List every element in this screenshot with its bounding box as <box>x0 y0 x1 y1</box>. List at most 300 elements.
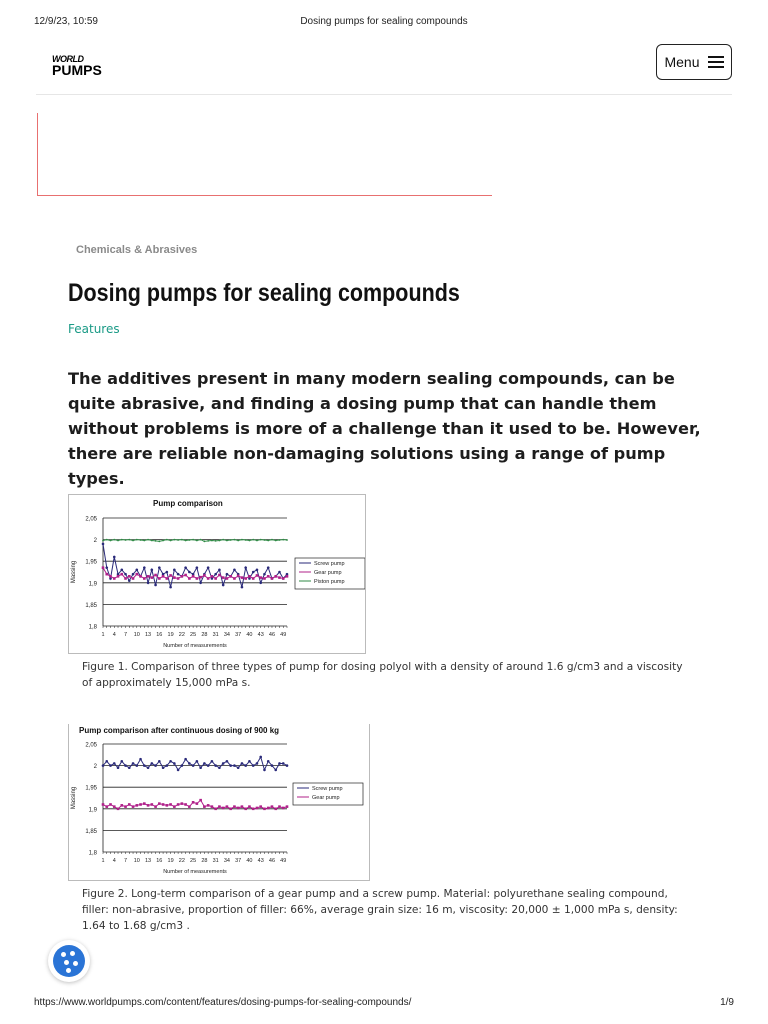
data-point <box>252 571 255 574</box>
print-doc-title: Dosing pumps for sealing compounds <box>300 16 468 27</box>
data-point <box>256 569 259 572</box>
data-point <box>151 569 154 572</box>
data-point <box>135 764 138 767</box>
data-point <box>117 766 120 769</box>
data-point <box>105 573 108 576</box>
data-point <box>196 566 199 569</box>
data-point <box>128 803 131 806</box>
data-point <box>241 539 243 541</box>
x-tick-label: 16 <box>156 632 163 638</box>
data-point <box>166 577 169 580</box>
data-point <box>192 764 195 767</box>
data-point <box>105 566 108 569</box>
data-point <box>226 573 229 576</box>
data-point <box>147 539 149 541</box>
y-tick-label: 1,8 <box>88 624 97 631</box>
data-point <box>222 762 225 765</box>
data-point <box>229 808 232 811</box>
series-line <box>103 568 287 579</box>
data-point <box>124 764 127 767</box>
data-point <box>147 766 150 769</box>
data-point <box>124 805 127 808</box>
article-title: Dosing pumps for sealing compounds <box>68 279 460 307</box>
data-point <box>222 807 225 810</box>
data-point <box>218 805 221 808</box>
data-point <box>282 762 285 765</box>
data-point <box>188 762 191 765</box>
x-tick-label: 37 <box>235 858 242 864</box>
data-point <box>282 577 285 580</box>
data-point <box>207 566 210 569</box>
data-point <box>181 539 183 541</box>
x-tick-label: 13 <box>144 632 152 638</box>
data-point <box>249 540 251 542</box>
data-point <box>203 805 206 808</box>
data-point <box>279 539 281 541</box>
data-point <box>184 803 187 806</box>
data-point <box>274 808 277 811</box>
x-tick-label: 43 <box>257 632 264 638</box>
data-point <box>132 573 135 576</box>
data-point <box>215 540 217 542</box>
y-tick-label: 1,9 <box>88 581 97 588</box>
x-tick-label: 31 <box>212 632 219 638</box>
data-point <box>140 539 142 541</box>
data-point <box>162 575 165 578</box>
chart-2-svg <box>69 724 369 880</box>
data-point <box>256 807 259 810</box>
x-tick-label: 25 <box>190 858 197 864</box>
x-tick-label: 40 <box>246 632 253 638</box>
data-point <box>214 573 217 576</box>
data-point <box>286 805 289 808</box>
data-point <box>128 766 131 769</box>
data-point <box>173 805 176 808</box>
x-tick-label: 22 <box>178 632 185 638</box>
data-point <box>143 577 146 580</box>
data-point <box>136 539 138 541</box>
x-tick-label: 49 <box>280 632 287 638</box>
data-point <box>230 539 232 541</box>
data-point <box>170 540 172 542</box>
data-point <box>135 569 138 572</box>
data-point <box>143 540 145 542</box>
figure-1-chart <box>68 494 366 654</box>
data-point <box>113 577 116 580</box>
data-point <box>102 543 105 546</box>
data-point <box>256 540 258 542</box>
data-point <box>128 539 130 541</box>
data-point <box>154 574 157 577</box>
data-point <box>207 540 209 542</box>
data-point <box>113 805 116 808</box>
y-axis-label: Massing <box>71 560 77 584</box>
legend-label: Screw pump <box>312 786 343 792</box>
x-tick-label: 34 <box>223 632 230 638</box>
data-point <box>120 573 123 576</box>
article-tag[interactable]: Features <box>68 322 120 336</box>
data-point <box>177 803 180 806</box>
data-point <box>188 805 191 808</box>
data-point <box>151 576 154 579</box>
data-point <box>181 764 184 767</box>
data-point <box>233 805 236 808</box>
data-point <box>274 575 277 578</box>
data-point <box>169 574 172 577</box>
data-point <box>147 575 150 578</box>
data-point <box>241 805 244 808</box>
site-header <box>36 40 732 95</box>
print-footer <box>34 997 734 1011</box>
data-point <box>278 576 281 579</box>
data-point <box>211 540 213 542</box>
data-point <box>128 575 131 578</box>
data-point <box>105 760 108 763</box>
data-point <box>199 799 202 802</box>
data-point <box>252 764 255 767</box>
data-point <box>185 540 187 542</box>
data-point <box>237 766 240 769</box>
data-point <box>109 803 112 806</box>
data-point <box>237 807 240 810</box>
data-point <box>233 577 236 580</box>
data-point <box>218 574 221 577</box>
data-point <box>286 575 289 578</box>
data-point <box>259 582 262 585</box>
data-point <box>158 540 160 542</box>
data-point <box>173 576 176 579</box>
data-point <box>271 764 274 767</box>
chart-title: Pump comparison after continuous dosing of 900 kg <box>79 726 280 735</box>
data-point <box>110 540 112 542</box>
data-point <box>199 766 202 769</box>
data-point <box>252 577 255 580</box>
data-point <box>218 569 221 572</box>
data-point <box>214 808 217 811</box>
y-tick-label: 2 <box>93 764 97 771</box>
ad-placeholder <box>37 113 492 196</box>
data-point <box>219 540 221 542</box>
data-point <box>162 766 165 769</box>
data-point <box>271 539 273 541</box>
article-lead: The additives present in many modern sealing compounds, can be quite abrasive, and finding a dosing pump that can handle them without problems is more of a challenge than it used to be. However, there are reliable non-damaging solutions using a range of pump types. <box>68 369 701 488</box>
data-point <box>143 566 146 569</box>
data-point <box>192 539 194 541</box>
data-point <box>147 582 150 585</box>
data-point <box>102 764 105 767</box>
data-point <box>237 575 240 578</box>
print-page-number: 1/9 <box>720 997 734 1008</box>
data-point <box>132 805 135 808</box>
x-tick-label: 10 <box>133 632 140 638</box>
data-point <box>169 803 172 806</box>
data-point <box>264 539 266 541</box>
x-tick-label: 28 <box>201 858 208 864</box>
print-header <box>34 16 734 30</box>
data-point <box>252 539 254 541</box>
data-point <box>158 577 161 580</box>
data-point <box>169 760 172 763</box>
chart-1-svg <box>69 495 365 653</box>
print-date: 12/9/23, 10:59 <box>34 16 98 27</box>
data-point <box>132 540 134 542</box>
data-point <box>181 575 184 578</box>
data-point <box>162 803 165 806</box>
data-point <box>143 764 146 767</box>
data-point <box>196 802 199 805</box>
data-point <box>203 574 206 577</box>
data-point <box>120 804 123 807</box>
data-point <box>166 539 168 541</box>
x-tick-label: 28 <box>201 632 208 638</box>
data-point <box>196 540 198 542</box>
data-point <box>120 569 123 572</box>
legend-label: Gear pump <box>314 570 342 576</box>
data-point <box>211 760 214 763</box>
data-point <box>222 576 225 579</box>
y-tick-label: 2 <box>93 538 97 545</box>
data-point <box>188 571 191 574</box>
data-point <box>203 540 205 542</box>
data-point <box>158 802 161 805</box>
data-point <box>229 764 232 767</box>
data-point <box>151 803 154 806</box>
x-tick-label: 46 <box>268 632 276 638</box>
data-point <box>248 805 251 808</box>
x-axis-label: Number of measurements <box>163 869 227 875</box>
data-point <box>117 808 120 811</box>
cookie-icon <box>53 945 85 977</box>
data-point <box>229 575 232 578</box>
data-point <box>135 573 138 576</box>
data-point <box>113 762 116 765</box>
data-point <box>275 540 277 542</box>
data-point <box>263 573 266 576</box>
x-tick-label: 46 <box>268 858 276 864</box>
series-line <box>103 544 287 587</box>
series-line <box>103 800 287 809</box>
data-point <box>162 540 164 542</box>
data-point <box>282 807 285 810</box>
data-point <box>139 803 142 806</box>
x-tick-label: 4 <box>112 858 116 864</box>
data-point <box>226 760 229 763</box>
data-point <box>260 539 262 541</box>
data-point <box>125 539 127 541</box>
data-point <box>188 577 191 580</box>
x-tick-label: 31 <box>212 858 219 864</box>
y-tick-label: 1,95 <box>85 559 97 566</box>
data-point <box>200 539 202 541</box>
data-point <box>177 577 180 580</box>
data-point <box>267 575 270 578</box>
data-point <box>263 577 266 580</box>
data-point <box>278 805 281 808</box>
figure-2-caption: Figure 2. Long-term comparison of a gear pump and a screw pump. Material: polyurethane sealing compound, filler: non-abrasive, proportion of filler: 66%, average grain size: 16 m, viscosity: 20,000 ± 1,000 mPa s, density: 1.64 to 1.68 g/cm3 . <box>82 888 678 932</box>
data-point <box>226 540 228 542</box>
data-point <box>252 808 255 811</box>
x-tick-label: 34 <box>223 858 230 864</box>
data-point <box>214 764 217 767</box>
data-point <box>244 764 247 767</box>
data-point <box>237 540 239 542</box>
data-point <box>188 539 190 541</box>
data-point <box>244 566 247 569</box>
data-point <box>102 566 105 569</box>
figure-1-caption: Figure 1. Comparison of three types of pump for dosing polyol with a density of around 1.6 g/cm3 and a viscosity of approximately 15,000 mPa s. <box>82 661 683 689</box>
series-line <box>103 540 287 542</box>
data-point <box>248 575 251 578</box>
data-point <box>192 575 195 578</box>
data-point <box>181 802 184 805</box>
data-point <box>286 764 289 767</box>
data-point <box>154 584 157 587</box>
data-point <box>124 573 127 576</box>
x-tick-label: 10 <box>133 858 140 864</box>
y-axis-label: Massing <box>71 786 77 810</box>
y-tick-label: 1,85 <box>85 828 97 835</box>
data-point <box>226 805 229 808</box>
data-point <box>173 539 175 541</box>
data-point <box>199 582 202 585</box>
site-logo[interactable] <box>52 54 114 78</box>
data-point <box>286 539 288 541</box>
data-point <box>128 579 131 582</box>
logo-word-world: WORLD <box>52 54 84 64</box>
data-point <box>214 577 217 580</box>
data-point <box>132 762 135 765</box>
legend-label: Gear pump <box>312 795 340 801</box>
data-point <box>105 805 108 808</box>
data-point <box>109 575 112 578</box>
data-point <box>218 766 221 769</box>
data-point <box>256 574 259 577</box>
data-point <box>259 756 262 759</box>
data-point <box>154 805 157 808</box>
data-point <box>151 540 153 542</box>
data-point <box>102 803 105 806</box>
y-tick-label: 2,05 <box>85 742 97 749</box>
data-point <box>267 540 269 542</box>
data-point <box>173 569 176 572</box>
data-point <box>184 566 187 569</box>
x-tick-label: 13 <box>144 858 152 864</box>
data-point <box>241 586 244 589</box>
data-point <box>166 804 169 807</box>
data-point <box>248 760 251 763</box>
data-point <box>113 539 115 541</box>
data-point <box>158 760 161 763</box>
data-point <box>147 804 150 807</box>
data-point <box>154 764 157 767</box>
data-point <box>166 571 169 574</box>
data-point <box>207 764 210 767</box>
data-point <box>120 760 123 763</box>
article-category[interactable]: Chemicals & Abrasives <box>76 244 198 256</box>
y-tick-label: 1,8 <box>88 850 97 857</box>
data-point <box>196 760 199 763</box>
data-point <box>263 769 266 772</box>
chart-title: Pump comparison <box>153 499 223 508</box>
data-point <box>106 539 108 541</box>
data-point <box>207 577 210 580</box>
data-point <box>271 577 274 580</box>
data-point <box>282 539 284 541</box>
data-point <box>226 577 229 580</box>
data-point <box>267 760 270 763</box>
data-point <box>177 539 179 541</box>
series-line <box>103 757 287 770</box>
data-point <box>222 584 225 587</box>
data-point <box>102 540 104 542</box>
data-point <box>267 566 270 569</box>
data-point <box>109 764 112 767</box>
data-point <box>184 758 187 761</box>
hamburger-icon <box>708 56 724 68</box>
menu-button[interactable] <box>656 44 732 80</box>
x-tick-label: 16 <box>156 858 163 864</box>
x-tick-label: 7 <box>123 632 128 638</box>
x-tick-label: 37 <box>235 632 242 638</box>
data-point <box>192 801 195 804</box>
data-point <box>155 540 157 542</box>
data-point <box>151 762 154 765</box>
data-point <box>241 762 244 765</box>
data-point <box>124 577 127 580</box>
data-point <box>211 575 214 578</box>
data-point <box>274 769 277 772</box>
data-point <box>271 805 274 808</box>
data-point <box>222 539 224 541</box>
data-point <box>233 764 236 767</box>
data-point <box>132 577 135 580</box>
data-point <box>121 539 123 541</box>
data-point <box>263 808 266 811</box>
x-tick-label: 49 <box>280 858 287 864</box>
x-axis-label: Number of measurements <box>163 643 227 649</box>
data-point <box>234 539 236 541</box>
data-point <box>139 758 142 761</box>
data-point <box>177 573 180 576</box>
data-point <box>259 805 262 808</box>
data-point <box>158 566 161 569</box>
print-url: https://www.worldpumps.com/content/features/dosing-pumps-for-sealing-compounds/ <box>34 997 412 1008</box>
data-point <box>267 807 270 810</box>
x-tick-label: 4 <box>112 632 116 638</box>
x-tick-label: 43 <box>257 858 264 864</box>
y-tick-label: 1,9 <box>88 807 97 814</box>
data-point <box>196 577 199 580</box>
data-point <box>117 575 120 578</box>
data-point <box>244 808 247 811</box>
data-point <box>135 804 138 807</box>
x-tick-label: 1 <box>101 858 105 864</box>
menu-label: Menu <box>664 54 700 70</box>
logo-word-pumps: PUMPS <box>52 62 102 78</box>
data-point <box>143 802 146 805</box>
legend-label: Piston pump <box>314 579 345 585</box>
data-point <box>177 769 180 772</box>
x-tick-label: 7 <box>123 858 128 864</box>
data-point <box>199 576 202 579</box>
data-point <box>166 764 169 767</box>
x-tick-label: 40 <box>246 858 253 864</box>
data-point <box>211 805 214 808</box>
data-point <box>245 539 247 541</box>
cookie-settings-button[interactable] <box>48 940 90 982</box>
data-point <box>233 569 236 572</box>
data-point <box>256 762 259 765</box>
